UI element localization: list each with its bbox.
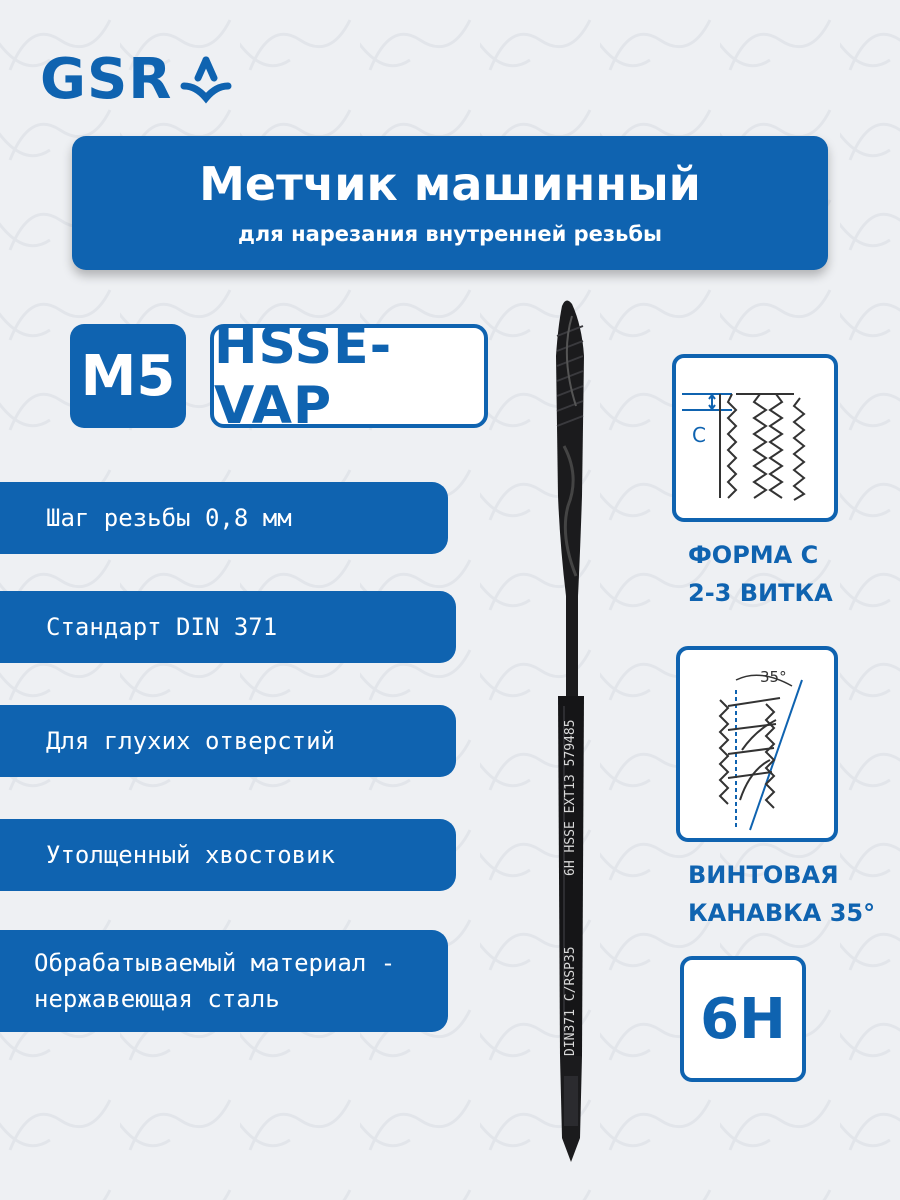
product-title: Метчик машинный: [199, 157, 701, 211]
material-badge: HSSE-VAP: [210, 324, 488, 428]
feature-pitch: [0, 482, 448, 554]
form-caption: ФОРМА С 2-3 ВИТКА: [688, 541, 833, 607]
feature-label: Шаг резьбы 0,8 мм: [46, 504, 292, 532]
brand-mark-icon: [178, 56, 234, 104]
spiral-flute-icon: [680, 650, 834, 838]
product-subtitle: для нарезания внутренней резьбы: [237, 222, 663, 246]
tool-engraving-2: 6H HSSE EXT13 579485: [563, 719, 578, 876]
thread-form-icon: [676, 358, 834, 518]
title-banner: [72, 136, 828, 270]
thread-form-icon-box: [672, 354, 838, 522]
feature-label: Для глухих отверстий: [46, 727, 335, 755]
tool-engraving-1: DIN371 C/RSP35: [563, 946, 578, 1056]
thread-size-badge: M5: [70, 324, 186, 428]
tolerance-badge: 6H: [680, 956, 806, 1082]
brand-logo: [40, 47, 234, 112]
flute-angle-label: 35°: [760, 668, 787, 686]
feature-reinforced-shank: [0, 819, 456, 891]
feature-label: Обрабатываемый материал - нержавеющая сталь: [34, 949, 396, 1013]
feature-label: Утолщенный хвостовик: [46, 841, 335, 869]
feature-label: Стандарт DIN 371: [46, 613, 278, 641]
brand-name: GSR: [40, 47, 173, 112]
feature-blind-holes: [0, 705, 456, 777]
feature-standard: [0, 591, 456, 663]
flute-icon-box: [676, 646, 838, 842]
machine-tap-image: [520, 296, 620, 1186]
feature-material: [0, 930, 448, 1032]
flute-caption: ВИНТОВАЯ КАНАВКА 35°: [688, 861, 876, 927]
form-label: C: [692, 423, 706, 447]
